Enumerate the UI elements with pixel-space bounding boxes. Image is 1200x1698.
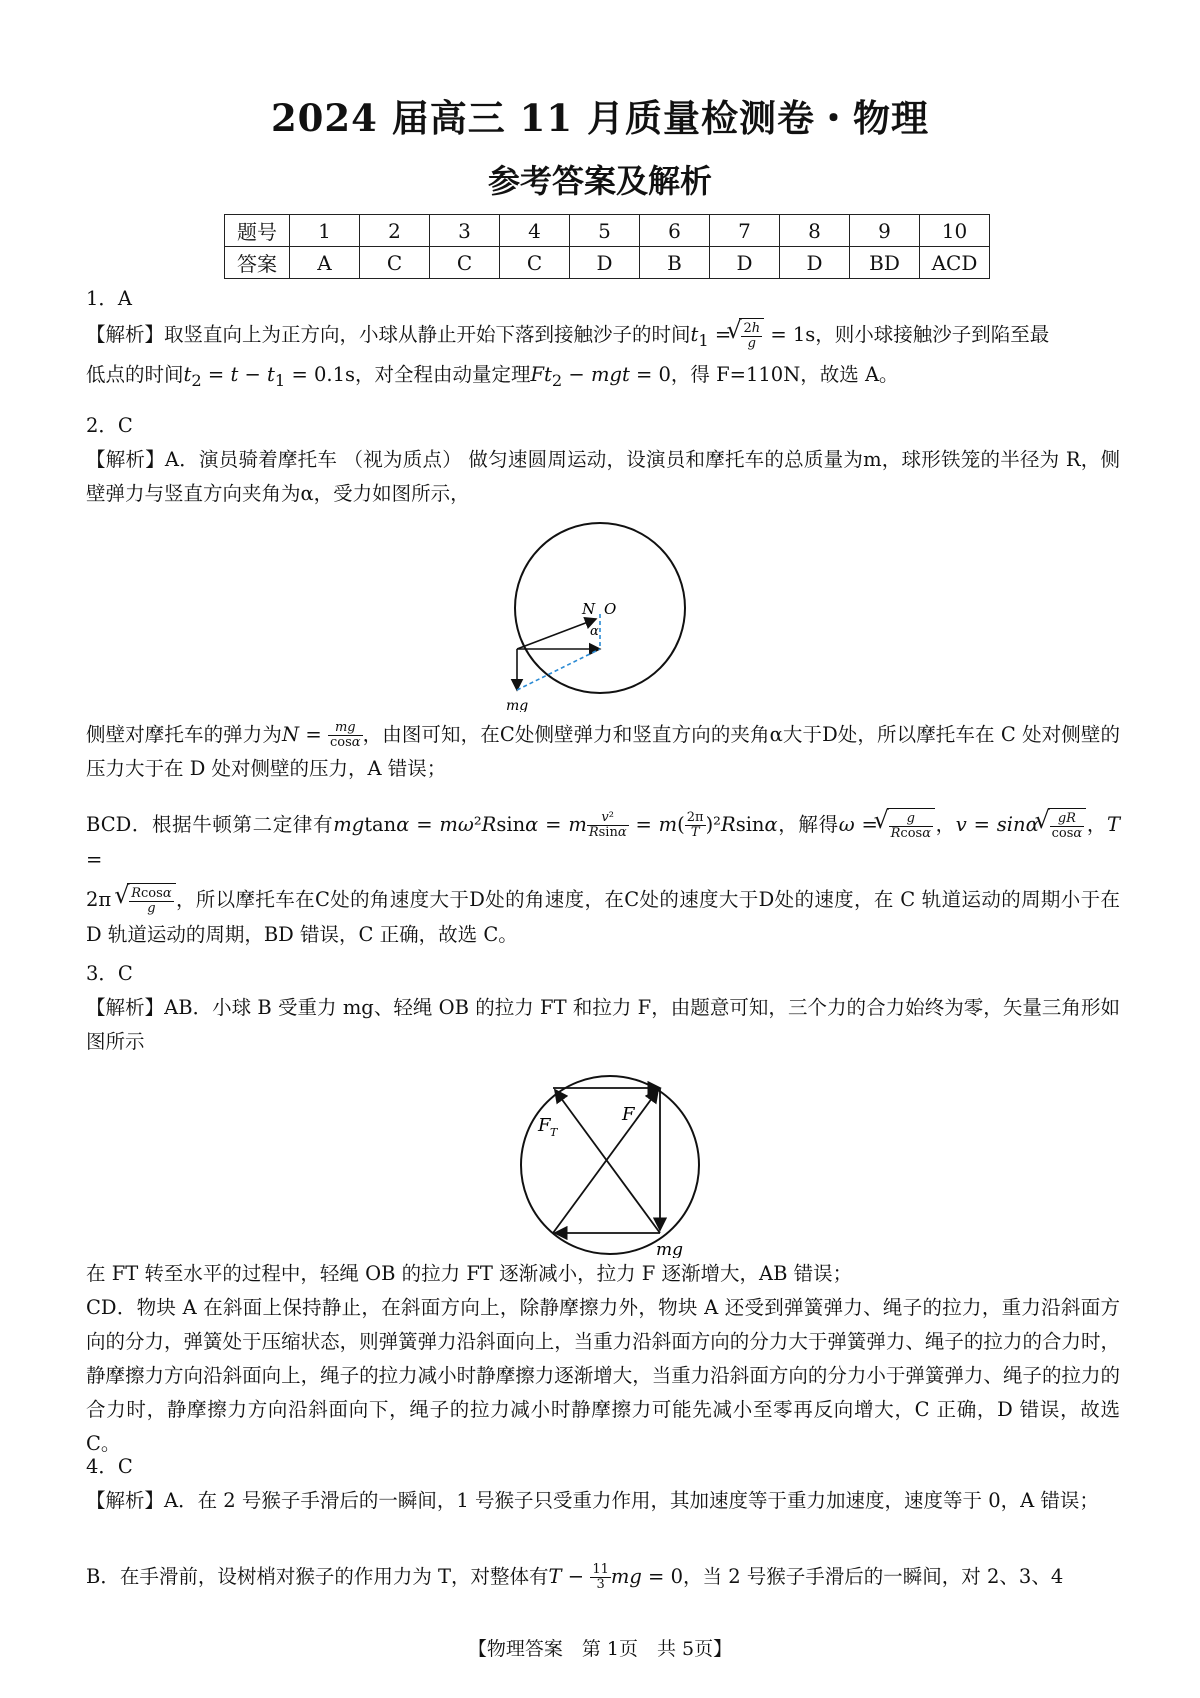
table-cell: 9 xyxy=(850,215,920,247)
q2-text-1: 【解析】A．演员骑着摩托车 （视为质点） 做匀速圆周运动，设演员和摩托车的总质量为m，球形铁笼的半径为 R，侧壁弹力与竖直方向夹角为α，受力如图所示， xyxy=(86,448,1120,505)
q1-text-e: = 0，得 F=110N，故选 A。 xyxy=(635,362,899,386)
doc-subtitle: 参考答案及解析 xyxy=(487,162,712,200)
answer-table-answer-row xyxy=(225,247,990,279)
label-ft-sub: T xyxy=(550,1126,558,1139)
table-cell: ACD xyxy=(920,247,990,279)
label-o: O xyxy=(604,600,617,618)
table-cell: 10 xyxy=(920,215,990,247)
normal-force-arrow xyxy=(517,619,596,649)
cage-circle xyxy=(515,523,685,693)
q3-para-3 xyxy=(86,1291,1120,1461)
answer-label: 答案 xyxy=(225,247,290,279)
table-cell: D xyxy=(570,247,640,279)
table-cell: D xyxy=(710,247,780,279)
q4-text-2b: ，当 2 号猴子手滑后的一瞬间，对 2、3、4 xyxy=(683,1565,1064,1588)
q2-text-4: ，所以摩托车在C处的角速度大于D处的角速度，在C处的速度大于D处的速度，在 C 轨道运动的周期小于在 D 轨道运动的周期，BD 错误，C 正确，故选 C。 xyxy=(86,888,1120,946)
header-label: 题号 xyxy=(225,215,290,247)
label-n: N xyxy=(582,600,596,618)
sqrt-v: √ $\frac{gR}{\cos\alpha}$ xyxy=(1048,808,1087,843)
q3-para-2 xyxy=(86,1257,1120,1291)
fraction-11-3: $\frac{11}{3}$ xyxy=(592,1562,609,1592)
label-mg: mg xyxy=(506,698,529,712)
diag-arrow-2 xyxy=(553,1090,658,1233)
answer-table-header-row xyxy=(225,215,990,247)
table-cell: 2 xyxy=(360,215,430,247)
q4-para-2: B．在手滑前，设树梢对猴子的作用力为 T，对整体有T − $\frac{11}{3}$ mg = 0，当 2 号猴子手滑后的一瞬间，对 2、3、4 xyxy=(86,1562,1064,1592)
label-ft: F xyxy=(538,1115,551,1136)
table-cell: 6 xyxy=(640,215,710,247)
q3-heading: 3．C xyxy=(86,962,133,985)
table-cell: 3 xyxy=(430,215,500,247)
q1-text-b: = 1s，则小球接触沙子到陷至最 xyxy=(770,323,1050,346)
table-cell: 4 xyxy=(500,215,570,247)
diag-arrow-1 xyxy=(555,1090,660,1233)
table-cell: 7 xyxy=(710,215,780,247)
q2-para-2: 侧壁对摩托车的弹力为N = $\frac{mg}{\cos\alpha}$ ，由图可知，在C处侧壁弹力和竖直方向的夹角α大于D处，所以摩托车在 C 处对侧壁的压力大于在 D 处对侧壁的压力，A 错误； xyxy=(86,720,1120,780)
q1-solution: 【解析】取竖直向上为正方向，小球从静止开始下落到接触沙子的时间$t_1$ = √ $\frac{2h}{g}$ = 1s，则小球接触沙子到陷至最 低点的时间$t_2 = t - t_1 = 0.1s$，对全程由动量定理$Ft_2$ − mgt = 0，得 F=110N，故选 A。 xyxy=(86,318,1120,398)
sqrt-formula: √ $\frac{2h}{g}$ xyxy=(739,318,764,353)
fraction-2pi-t: $\frac{2\pi}{T}$ xyxy=(686,810,704,840)
q3-text-3: CD．物块 A 在斜面上保持静止，在斜面方向上，除静摩擦力外，物块 A 还受到弹簧弹力、绳子的拉力，重力沿斜面方向的分力，弹簧处于压缩状态，则弹簧弹力沿斜面向上，当重力沿斜面方向的分力大于弹簧弹力、绳子的拉力的合力时，静摩擦力方向沿斜面向上，绳子的拉力减小时静摩擦力逐渐增大，当重力沿斜面方向的分力小于弹簧弹力、绳子的拉力的合力时，静摩擦力方向沿斜面向下，绳子的拉力减小时静摩擦力可能先减小至零再反向增大，C 正确，D 错误，故选 C。 xyxy=(86,1296,1120,1455)
q2-text-2a: 侧壁对摩托车的弹力为 xyxy=(86,723,282,746)
q2-text-3a: BCD．根据牛顿第二定律有 xyxy=(86,813,334,836)
table-cell: 8 xyxy=(780,215,850,247)
table-cell: C xyxy=(500,247,570,279)
q2-heading: 2．C xyxy=(86,414,133,437)
fraction-v2: $\frac{\text{v²}}{Rsin\alpha}$ xyxy=(588,810,627,840)
q4-text-2a: B．在手滑前，设树梢对猴子的作用力为 T，对整体有 xyxy=(86,1565,549,1588)
label-mg-3: mg xyxy=(656,1240,684,1258)
answer-table xyxy=(224,214,990,279)
q4-heading: 4．C xyxy=(86,1455,133,1478)
table-cell: 1 xyxy=(290,215,360,247)
circle-force-diagram xyxy=(500,522,700,712)
page-footer: 【物理答案 第 1页 共 5页】 xyxy=(467,1638,733,1660)
table-cell: C xyxy=(360,247,430,279)
q2-text-2b: ，由图可知，在C处侧壁弹力和竖直方向的夹角α大于D处，所以摩托车在 C 处对侧壁的压力大于在 D 处对侧壁的压力，A 错误； xyxy=(86,723,1120,780)
q1-text-c: 低点的时间 xyxy=(86,362,184,386)
sqrt-period: √ $\frac{Rcos\alpha}{g}$ xyxy=(127,883,175,918)
q1-heading: 1．A xyxy=(86,287,132,310)
q3-para-1 xyxy=(86,991,1120,1059)
q2-para-1 xyxy=(86,443,1120,511)
q1-text-a: 【解析】取竖直向上为正方向，小球从静止开始下落到接触沙子的时间 xyxy=(86,323,691,346)
table-cell: D xyxy=(780,247,850,279)
label-f: F xyxy=(622,1104,635,1125)
table-cell: C xyxy=(430,247,500,279)
q1-text-d: = 0.1s，对全程由动量定理 xyxy=(291,362,531,386)
table-cell: 5 xyxy=(570,215,640,247)
table-cell: B xyxy=(640,247,710,279)
q3-text-1: 【解析】AB．小球 B 受重力 mg、轻绳 OB 的拉力 FT 和拉力 F，由题意可知，三个力的合力始终为零，矢量三角形如图所示 xyxy=(86,996,1120,1053)
sqrt-omega: √ $\frac{g}{Rcos\alpha}$ xyxy=(887,808,935,843)
doc-title: 2024 届高三 11 月质量检测卷・物理 xyxy=(270,96,930,140)
vector-triangle-diagram xyxy=(510,1068,710,1258)
q4-para-1 xyxy=(86,1484,1120,1518)
q2-text-3b: ，解得 xyxy=(777,813,839,836)
fraction-mg-cos: $\frac{mg}{\cos\alpha}$ xyxy=(329,720,361,750)
table-cell: A xyxy=(290,247,360,279)
table-cell: BD xyxy=(850,247,920,279)
label-alpha: α xyxy=(590,624,599,639)
q2-para-3: BCD．根据牛顿第二定律有mgtanα = mω²Rsinα = m $\frac{\text{v²}}{Rsin\alpha}$ = m( $\frac{2\pi}{T}$ )²Rsinα，解得ω = √ $\frac{g}{Rcos\alpha}$ ，v = sinα √ $\frac{gR}{\cos\alpha}$ ，T = 2π √ $\frac{Rcos\alpha}{g}$ ，所以摩托车在C处的角速度大于D处的角速度，在C处的速度大于D处的速度，在 C 轨道运动的周期小于在 D 轨道运动的周期，BD 错误，C 正确，故选 C。 xyxy=(86,808,1120,952)
q3-text-2: 在 FT 转至水平的过程中，轻绳 OB 的拉力 FT 逐渐减小，拉力 F 逐渐增大，AB 错误； xyxy=(86,1262,853,1285)
q4-text-1: 【解析】A．在 2 号猴子手滑后的一瞬间，1 号猴子只受重力作用，其加速度等于重力加速度，速度等于 0，A 错误； xyxy=(86,1489,1099,1512)
